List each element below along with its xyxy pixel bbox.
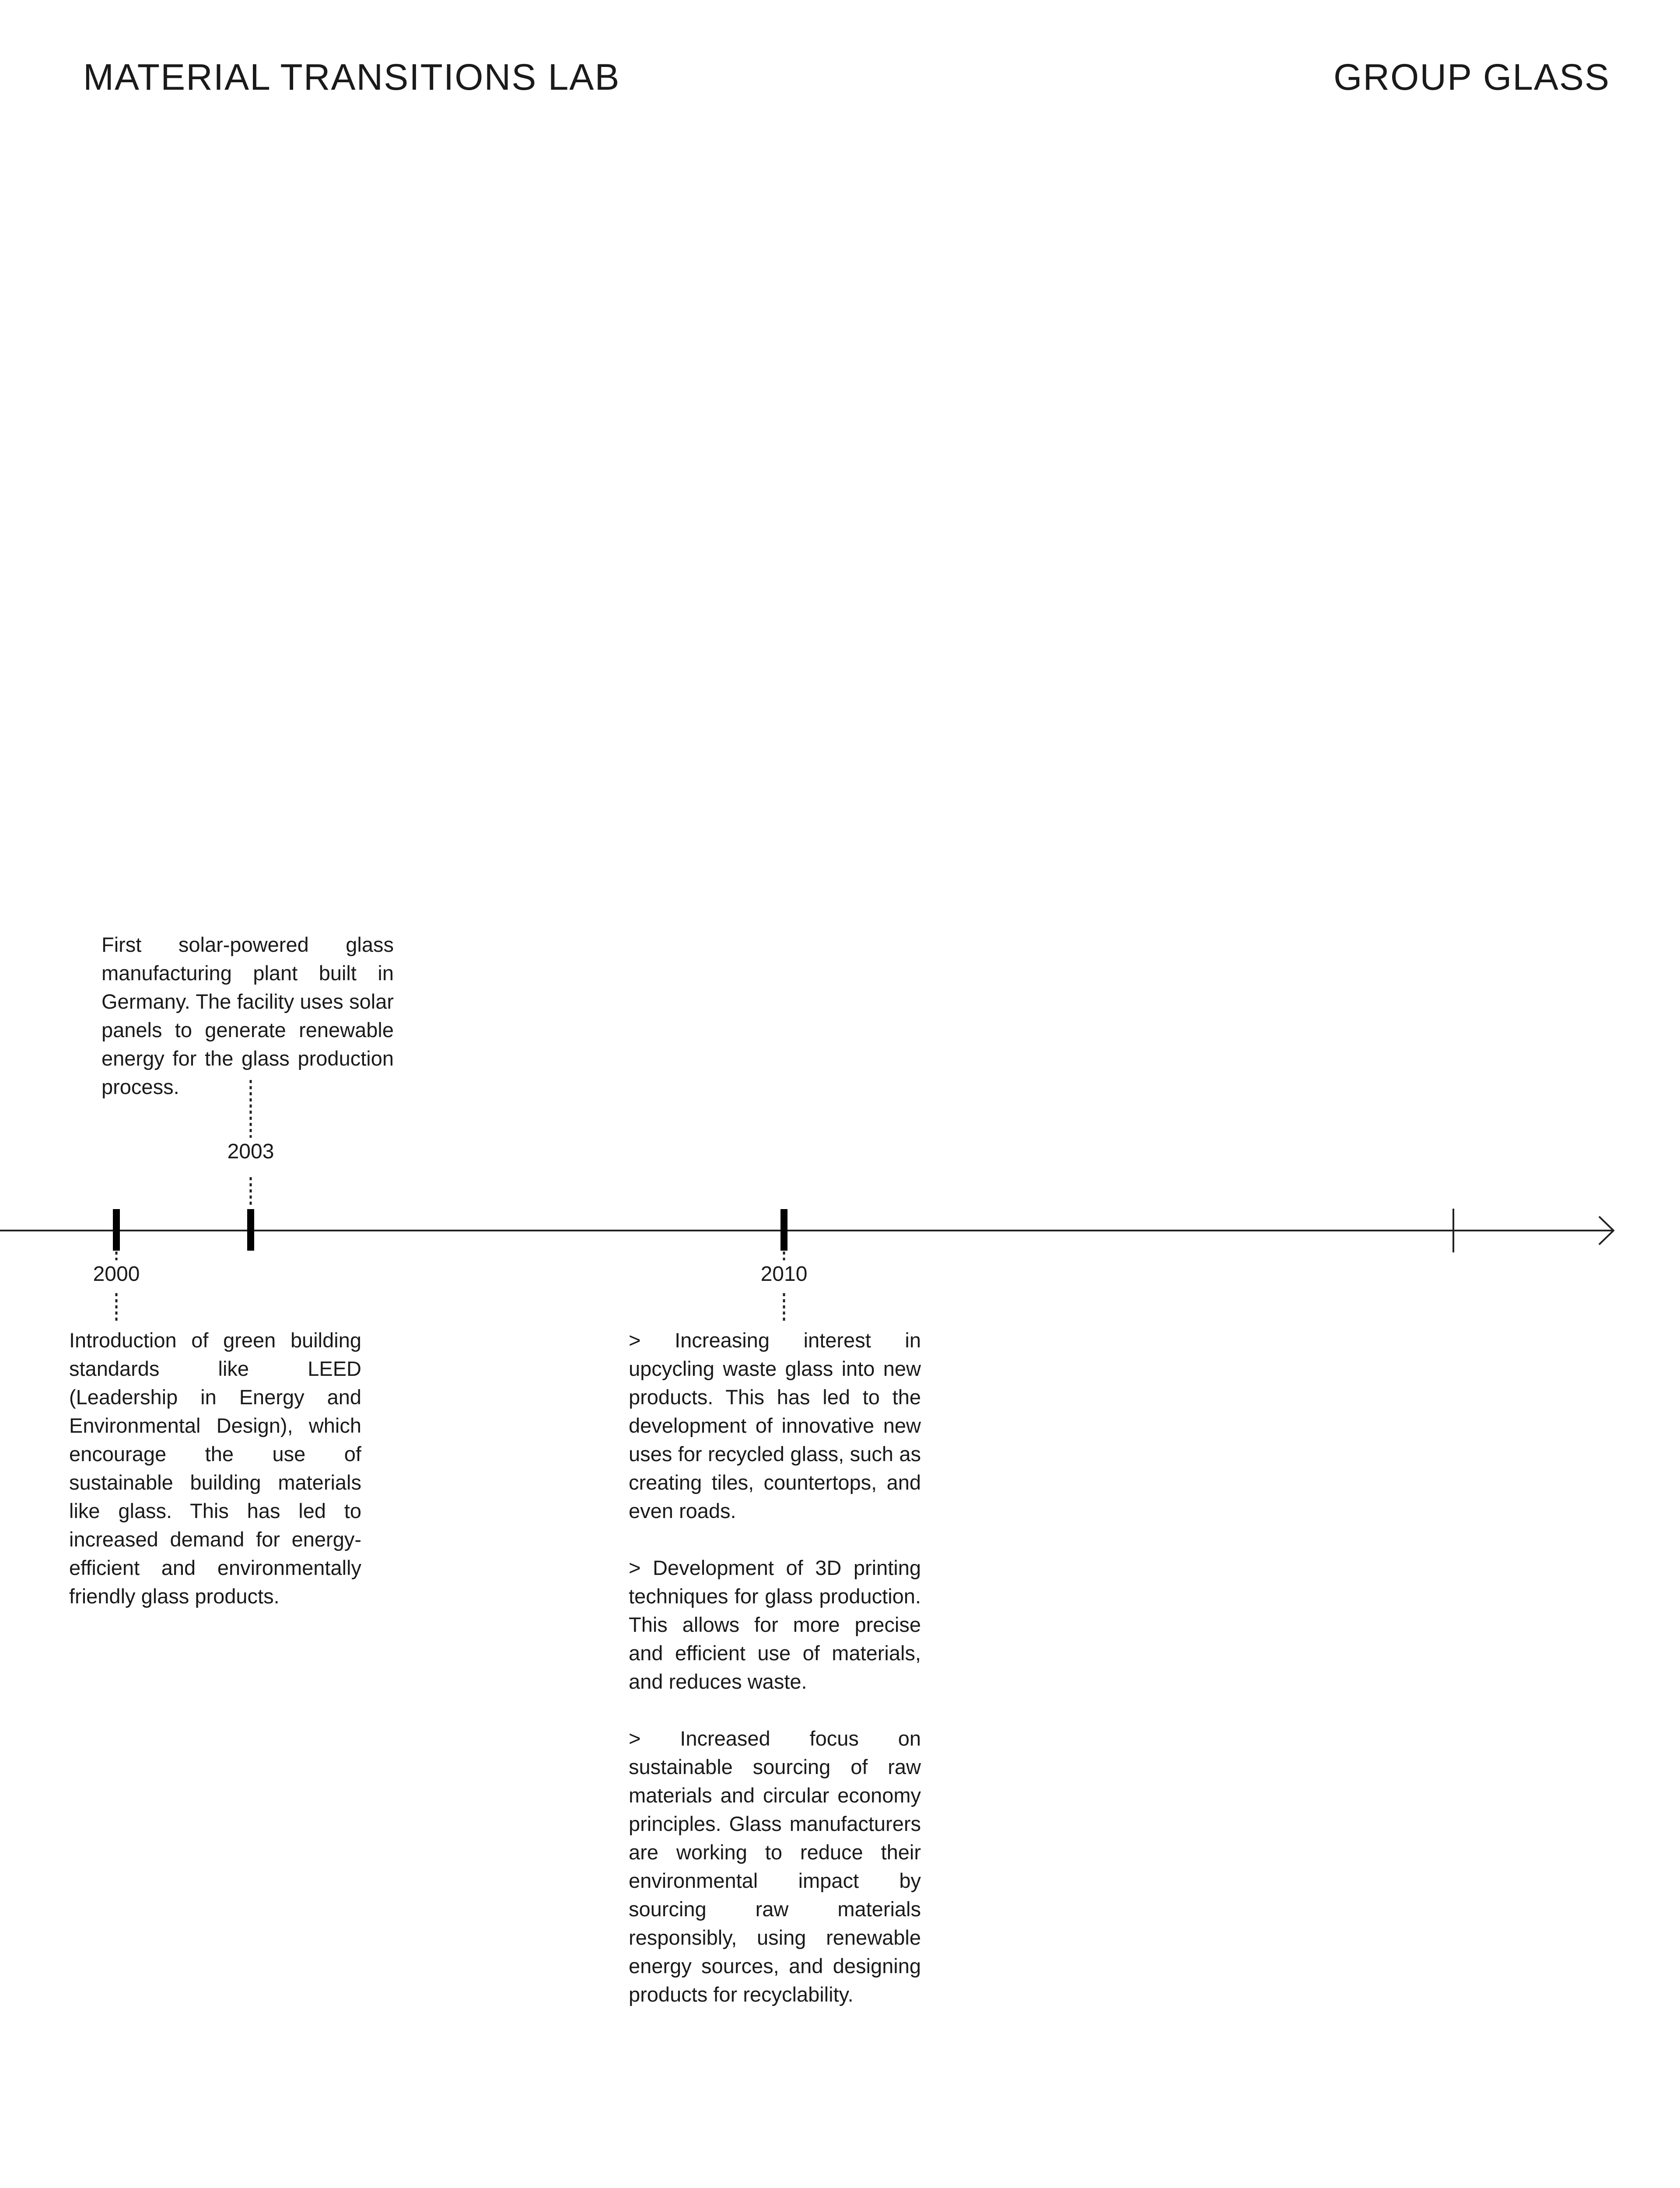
event-2010-paragraph: > Increased focus on sustainable sourcing of raw materials and circular economy principles. Glass manufacturers are working to reduce their environmental impact by sourcing raw materials responsibly, using renewable energy sources, and designing products for recyclability.: [629, 1727, 921, 2006]
event-2010-paragraph: > Development of 3D printing techniques for glass production. This allows for more precise and efficient use of materials, and reduces waste.: [629, 1556, 921, 1693]
timeline-arrowhead: [1599, 1217, 1614, 1245]
document-title: MATERIAL TRANSITIONS LAB: [83, 56, 620, 98]
event-description-2000: Introduction of green building standards like LEED (Leadership in Energy and Environmental Design), which encourage the use of sustainable building materials like glass. This has led to increased demand for energy-efficient and environmentally friendly glass products.: [69, 1329, 361, 1608]
marker-2003: [247, 1209, 254, 1251]
event-description-2010: [629, 1326, 921, 2009]
marker-2010: [780, 1209, 788, 1251]
group-name: GROUP GLASS: [1334, 56, 1610, 98]
event-description-2003: First solar-powered glass manufacturing plant built in Germany. The facility uses solar panels to generate renewable energy for the glass production process.: [102, 933, 394, 1098]
year-label-2010: 2010: [760, 1262, 808, 1286]
year-label-2000: 2000: [93, 1262, 140, 1286]
marker-2000: [113, 1209, 120, 1251]
event-2010-paragraph: > Increasing interest in upcycling waste glass into new products. This has led to the development of innovative new uses for recycled glass, such as creating tiles, countertops, and even roads.: [629, 1329, 921, 1522]
year-label-2003: 2003: [227, 1140, 274, 1163]
